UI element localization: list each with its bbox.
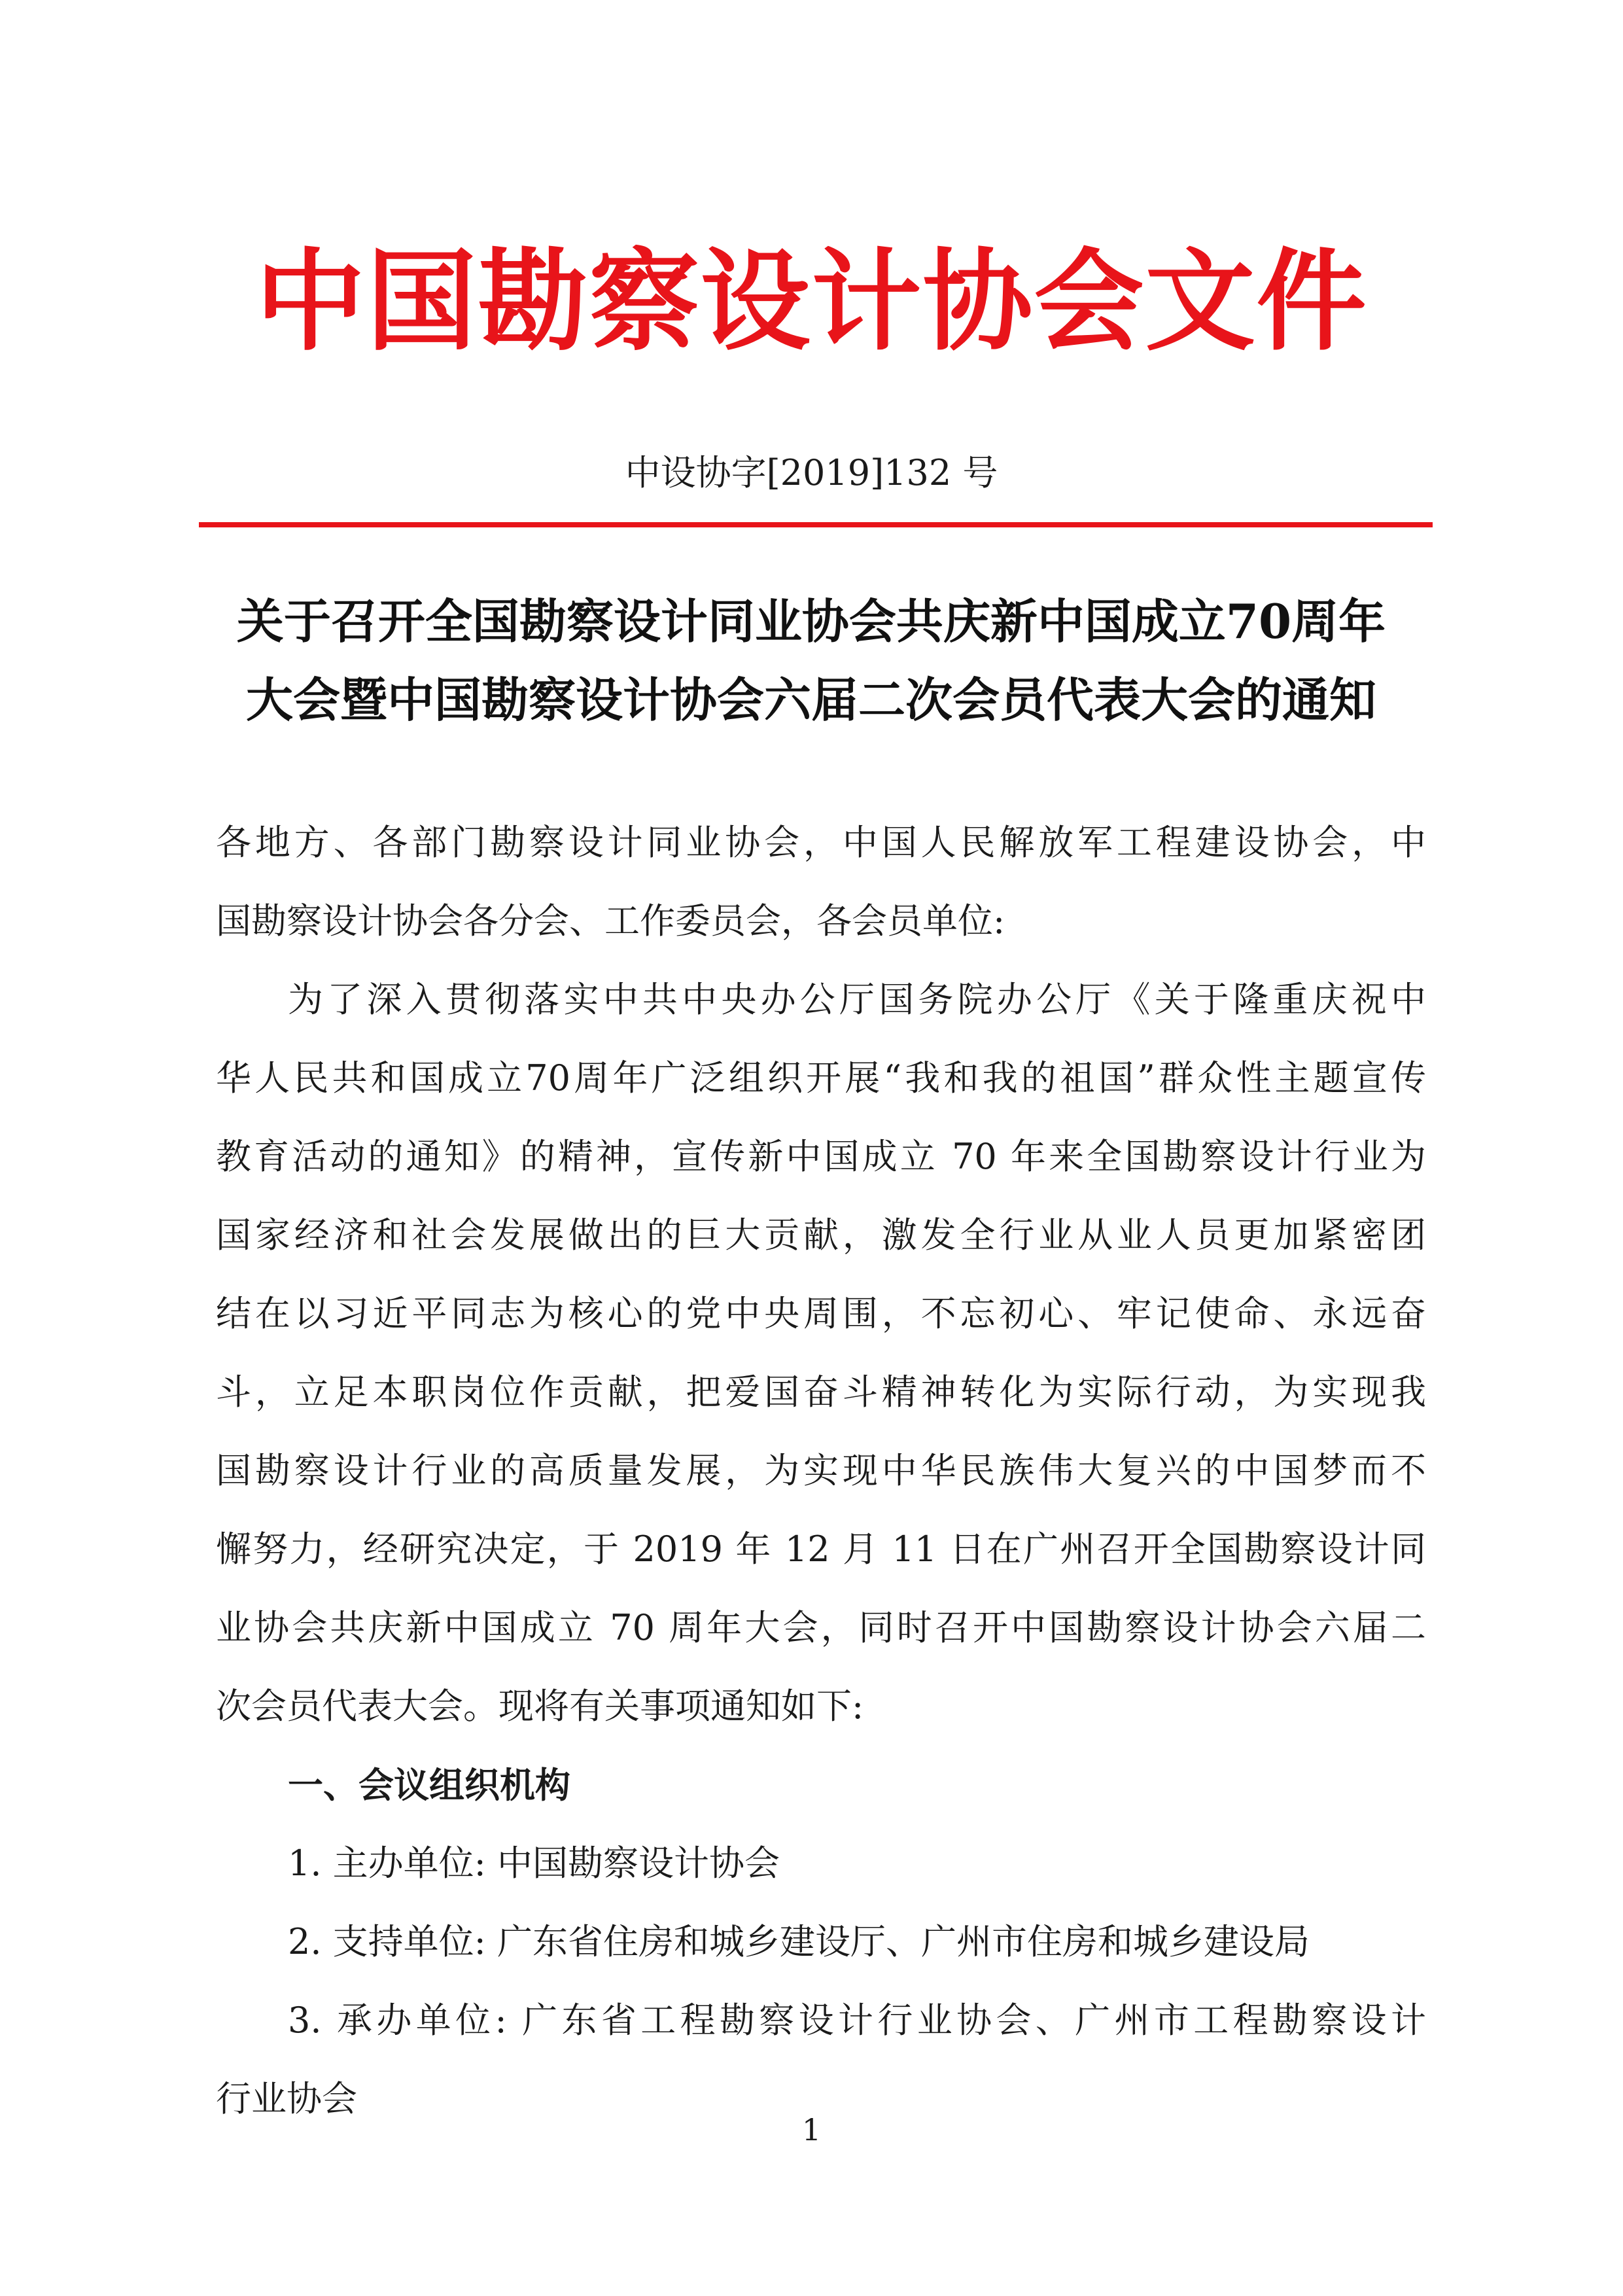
list-item-host-line-2: 行业协会 <box>216 2078 357 2119</box>
document-number: 中设协字[2019]132 号 <box>625 452 998 493</box>
red-divider-line <box>199 522 1433 527</box>
list-item-supporter: 2. 支持单位: 广东省住房和城乡建设厅、广州市住房和城乡建设局 <box>288 1921 1310 1962</box>
paragraph-1-line-6: 斗，立足本职岗位作贡献，把爱国奋斗精神转化为实际行动，为实现我 <box>216 1371 1426 1413</box>
notice-body <box>216 804 1426 2138</box>
masthead-title: 中国勘察设计协会文件 <box>255 236 1368 366</box>
recipients-line-2: 国勘察设计协会各分会、工作委员会，各会员单位: <box>216 900 1005 942</box>
paragraph-1-line-10: 次会员代表大会。现将有关事项通知如下: <box>216 1686 864 1727</box>
recipients-line-1: 各地方、各部门勘察设计同业协会，中国人民解放军工程建设协会，中 <box>216 822 1426 863</box>
section-1-heading: 一、会议组织机构 <box>288 1764 570 1806</box>
notice-title <box>190 582 1433 739</box>
list-item-organizer: 1. 主办单位: 中国勘察设计协会 <box>288 1843 780 1884</box>
notice-title-line-1: 关于召开全国勘察设计同业协会共庆新中国成立70周年 <box>236 593 1386 649</box>
paragraph-1-line-5: 结在以习近平同志为核心的党中央周围，不忘初心、牢记使命、永远奋 <box>216 1293 1426 1334</box>
paragraph-1-line-8: 懈努力，经研究决定，于 2019 年 12 月 11 日在广州召开全国勘察设计同 <box>216 1528 1426 1570</box>
page-number: 1 <box>801 2112 822 2147</box>
paragraph-1-line-9: 业协会共庆新中国成立 70 周年大会，同时召开中国勘察设计协会六届二 <box>216 1607 1426 1648</box>
notice-title-line-2: 大会暨中国勘察设计协会六届二次会员代表大会的通知 <box>245 672 1376 728</box>
paragraph-1-line-2: 华人民共和国成立70周年广泛组织开展“我和我的祖国”群众性主题宣传 <box>216 1057 1426 1099</box>
paragraph-1-line-7: 国勘察设计行业的高质量发展，为实现中华民族伟大复兴的中国梦而不 <box>216 1450 1426 1491</box>
paragraph-1-line-4: 国家经济和社会发展做出的巨大贡献，激发全行业从业人员更加紧密团 <box>216 1214 1426 1256</box>
paragraph-1-line-1: 为了深入贯彻落实中共中央办公厅国务院办公厅《关于隆重庆祝中 <box>288 979 1426 1020</box>
paragraph-1-line-3: 教育活动的通知》的精神，宣传新中国成立 70 年来全国勘察设计行业为 <box>216 1136 1426 1177</box>
list-item-host-line-1: 3. 承办单位: 广东省工程勘察设计行业协会、广州市工程勘察设计 <box>288 2000 1426 2041</box>
